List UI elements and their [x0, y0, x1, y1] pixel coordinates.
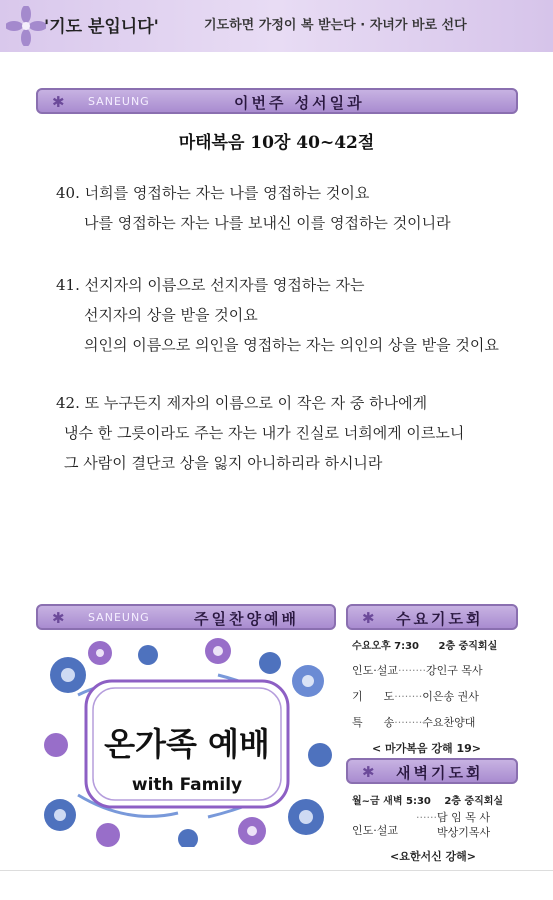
footer-divider [0, 870, 553, 881]
verse-line: 냉수 한 그릇이라도 주는 자는 내가 진실로 너희에게 이르노니 [64, 424, 465, 442]
verse-line: 그 사람이 결단코 상을 잃지 아니하리라 하시니라 [64, 454, 383, 472]
section-title: 이번주 성서일과 [234, 94, 365, 112]
person-name: 박상기목사 [436, 826, 491, 839]
brand-label: SANEUNG [88, 611, 150, 624]
section-title: 새벽기도회 [396, 764, 484, 782]
wednesday-row: 기 도········이은송 권사 [352, 690, 479, 703]
wednesday-time-value: 수요오후 7:30 [352, 641, 419, 652]
star-icon: ✱ [362, 609, 375, 627]
star-icon: ✱ [52, 609, 65, 627]
banner-title: '기도 분입니다' [44, 17, 159, 37]
verse-number: 40. [56, 184, 80, 202]
wednesday-row: 특 송········수요찬양대 [352, 716, 476, 729]
verse-number: 41. [56, 276, 80, 294]
family-worship-title: 온가족 예배 [104, 725, 270, 763]
section-title: 수요기도회 [396, 610, 484, 628]
verse-line: 또 누구든지 제자의 이름으로 이 작은 자 중 하나에게 [84, 394, 428, 412]
verse-42 [56, 388, 464, 478]
verse-line: 의인의 이름으로 의인을 영접하는 자는 의인의 상을 받을 것이요 [84, 336, 499, 354]
verse-40 [56, 178, 451, 238]
passage-reference: 마태복음 10장 40~42절 [178, 133, 375, 153]
flower-icon [6, 6, 46, 46]
verse-line: 너희를 영접하는 자는 나를 영접하는 것이요 [84, 184, 370, 202]
sunday-section-header [36, 604, 336, 630]
person-name: 강인구 목사 [426, 664, 483, 677]
dawn-section-header [346, 758, 518, 784]
person-name: 담 임 목 사 [436, 811, 490, 824]
top-banner [0, 0, 553, 52]
person-name: 이은송 권사 [422, 690, 479, 703]
star-icon: ✱ [52, 93, 65, 111]
wednesday-note: < 마가복음 강해 19> [372, 742, 481, 755]
verse-line: 나를 영접하는 자는 나를 보내신 이를 영접하는 것이니라 [84, 214, 451, 232]
person-name: 수요찬양대 [422, 716, 476, 729]
role-label: 기 도 [352, 690, 395, 703]
banner-subtitle: 기도하면 가정이 복 받는다 · 자녀가 바로 선다 [204, 18, 467, 33]
dawn-role: 인도·설교 [352, 824, 399, 837]
bible-section-header [36, 88, 518, 114]
dawn-time-value: 월~금 새벽 5:30 [352, 796, 431, 807]
wednesday-row: 인도·설교········강인구 목사 [352, 664, 483, 677]
family-worship-subtitle: with Family [131, 775, 243, 795]
verse-41 [56, 270, 499, 360]
wednesday-place: 2층 중직회실 [438, 641, 498, 652]
brand-label: SANEUNG [88, 95, 150, 108]
role-label: 인도·설교 [352, 664, 399, 677]
family-worship-image [38, 635, 336, 847]
role-label: 특 송 [352, 716, 395, 729]
dawn-time [352, 792, 503, 807]
dawn-leaders: ······담 임 목 사 박상기목사 [416, 811, 491, 839]
wednesday-section-header [346, 604, 518, 630]
section-title: 주일찬양예배 [194, 610, 299, 628]
star-icon: ✱ [362, 763, 375, 781]
wednesday-time [352, 637, 497, 652]
verse-line: 선지자의 상을 받을 것이요 [84, 306, 258, 324]
verse-number: 42. [56, 394, 80, 412]
verse-line: 선지자의 이름으로 선지자를 영접하는 자는 [84, 276, 365, 294]
dawn-note: <요한서신 강해> [390, 850, 477, 863]
dawn-place: 2층 중직회실 [444, 796, 504, 807]
